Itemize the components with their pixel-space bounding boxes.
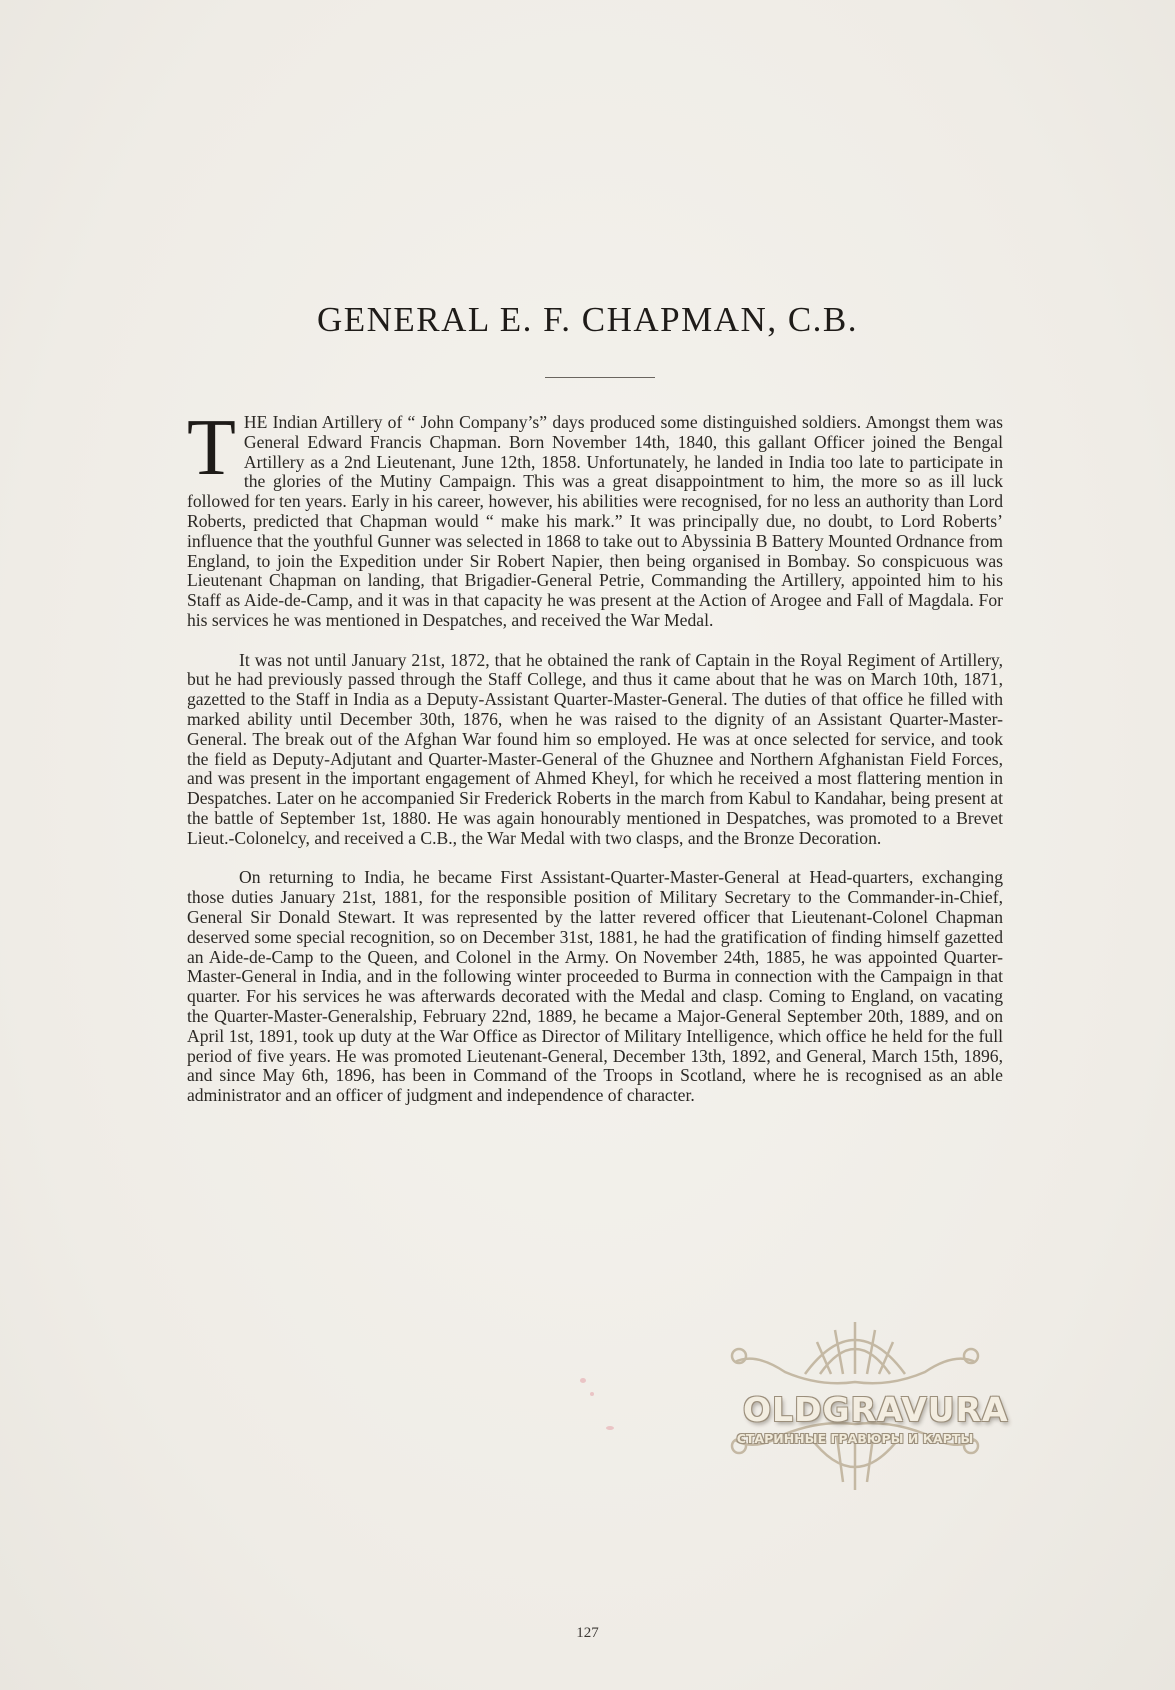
paragraph-2: It was not until January 21st, 1872, that he obtained the rank of Captain in the Royal Regiment of Artillery, but he had previously passed through the Staff College, and thus it came about that he was on March 10th, 1871, gazetted to the Staff in India as a Deputy-Assistant Quarter-Master-General. The duties of that office he filled with marked ability until December 30th, 1876, when he was raised to the dignity of an Assistant Quarter-Master-General. The break out of the Afghan War found him so employed. He was at once selected for service, and took the field as Deputy-Adjutant and Quarter-Master-General of the Ghuznee and Northern Afghanistan Field Forces, and was present in the important engagement of Ahmed Kheyl, for which he received a most flattering mention in Despatches. Later on he accompanied Sir Frederick Roberts in the march from Kabul to Kandahar, being present at the battle of September 1st, 1880. He was again honourably mentioned in Despatches, was promoted to a Brevet Lieut.-Colonelcy, and received a C.B., the War Medal with two clasps, and the Bronze Decoration.	[187, 649, 1003, 848]
paragraph-1	[187, 404, 1003, 631]
drop-cap: T	[187, 404, 236, 492]
article-title: GENERAL E. F. CHAPMAN, C.B.	[316, 300, 859, 339]
page-number: 127	[576, 1625, 599, 1641]
title-divider	[545, 377, 655, 378]
paper-stain	[606, 1426, 614, 1430]
paper-stain	[580, 1378, 586, 1383]
paragraph-1-text: HE Indian Artillery of “ John Company’s” days produced some distinguished soldiers. Amongst them was General Edward Francis Chapman. Born November 14th, 1840, this gallant Officer joined the Bengal Artillery as a 2nd Lieutenant, June 12th, 1858. Unfortunately, he landed in India too late to participate in the glories of the Mutiny Campaign. This was a great disappointment to him, the more so as ill luck followed for ten years. Early in his career, however, his abilities were recognised, for no less an authority than Lord Roberts, predicted that Chapman would “ make his mark.” It was principally due, no doubt, to Lord Roberts’ influence that the youthful Gunner was selected in 1868 to take out to Abyssinia B Battery Mounted Ordnance from England, to join the Expedition under Sir Robert Napier, then being organised in Bombay. So conspicuous was Lieutenant Chapman on landing, that Brigadier-General Petrie, Commanding the Artillery, appointed him to his Staff as Aide-de-Camp, and it was in that capacity he was present at the Action of Arogee and Fall of Magdala. For his services he was mentioned in Despatches, and received the War Medal.	[187, 412, 1003, 630]
paragraph-3: On returning to India, he became First Assistant-Quarter-Master-General at Head-quarters, exchanging those duties January 21st, 1881, for the responsible position of Military Secretary to the Commander-in-Chief, General Sir Donald Stewart. It was represented by the latter revered officer that Lieutenant-Colonel Chapman deserved some special recognition, so on December 31st, 1881, he had the gratification of finding himself gazetted an Aide-de-Camp to the Queen, and Colonel in the Army. On November 24th, 1885, he was appointed Quarter-Master-General in India, and in the following winter proceeded to Burma in connection with the Campaign in that quarter. For his services he was afterwards decorated with the Medal and clasp. Coming to England, on vacating the Quarter-Master-Generalship, February 22nd, 1889, he became a Major-General September 20th, 1889, and on April 1st, 1891, took up duty at the War Office as Director of Military Intelligence, which office he held for the full period of five years. He was promoted Lieutenant-General, December 13th, 1892, and General, March 15th, 1896, and since May 6th, 1896, has been in Command of the Troops in Scotland, where he is recognised as an able administrator and an officer of judgment and independence of character.	[187, 867, 1003, 1106]
article-body	[187, 404, 1003, 1126]
paper-stain	[590, 1392, 594, 1396]
oldgravura-watermark	[725, 1312, 1009, 1497]
watermark-tagline: СТАРИННЫЕ ГРАВЮРЫ И КАРТЫ	[736, 1431, 974, 1446]
watermark-title: OLDGRAVURA	[743, 1390, 1009, 1429]
